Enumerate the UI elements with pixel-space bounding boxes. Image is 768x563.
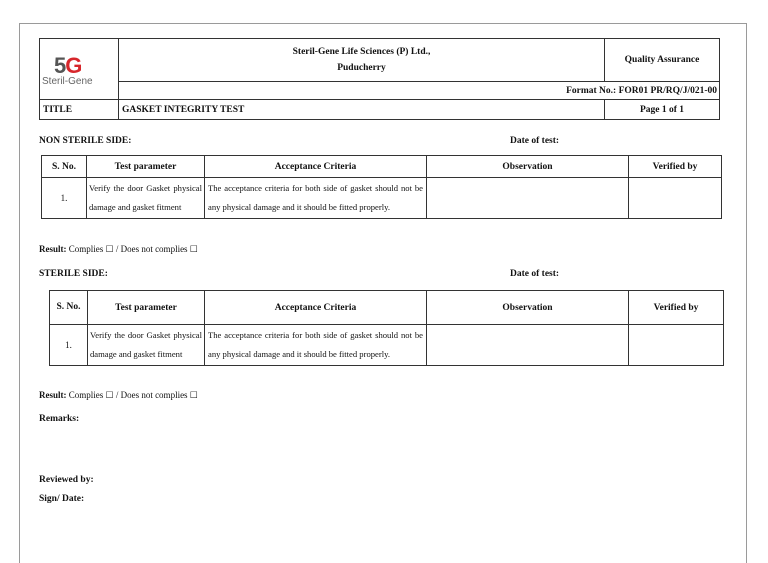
row-acceptance-criteria: The acceptance criteria for both side of gasket should not be any physical damage and it should be fitted properly.	[205, 325, 427, 366]
table-row	[50, 325, 724, 366]
result-text: Complies ☐ / Does not complies ☐	[68, 244, 198, 254]
row-test-parameter: Verify the door Gasket physical damage and gasket fitment	[87, 178, 205, 219]
row-sno: 1.	[50, 325, 88, 366]
col-observation: Observation	[427, 156, 629, 178]
title-label: TITLE	[40, 100, 119, 120]
company-name: Steril-Gene Life Sciences (P) Ltd.,	[292, 47, 431, 57]
sterile-result	[39, 390, 198, 401]
sterile-heading: STERILE SIDE:	[39, 269, 108, 279]
sign-date-label: Sign/ Date:	[39, 494, 85, 504]
table-row	[42, 178, 722, 219]
row-verified-by	[629, 325, 724, 366]
format-number: Format No.: FOR01 PR/RQ/J/021-00	[119, 82, 720, 100]
remarks-label: Remarks:	[39, 414, 80, 424]
row-verified-by	[629, 178, 722, 219]
row-acceptance-criteria: The acceptance criteria for both side of gasket should not be any physical damage and it should be fitted properly.	[205, 178, 427, 219]
non-sterile-heading: NON STERILE SIDE:	[39, 136, 132, 146]
col-test-parameter: Test parameter	[88, 291, 205, 325]
col-verified-by: Verified by	[629, 156, 722, 178]
non-sterile-date-label: Date of test:	[510, 136, 560, 146]
result-label: Result:	[39, 244, 67, 254]
logo-cell	[40, 39, 119, 100]
document-page	[19, 23, 747, 563]
company-name-cell	[119, 39, 605, 82]
row-sno: 1.	[42, 178, 87, 219]
row-observation	[427, 325, 629, 366]
company-location: Puducherry	[337, 63, 386, 73]
non-sterile-table	[41, 155, 722, 219]
col-sno: S. No.	[42, 156, 87, 178]
non-sterile-result	[39, 244, 198, 255]
row-test-parameter: Verify the door Gasket physical damage and gasket fitment	[88, 325, 205, 366]
page-info: Page 1 of 1	[605, 100, 720, 120]
col-acceptance-criteria: Acceptance Criteria	[205, 156, 427, 178]
col-acceptance-criteria: Acceptance Criteria	[205, 291, 427, 325]
col-sno: S. No.	[50, 291, 88, 325]
department-cell: Quality Assurance	[605, 39, 720, 82]
document-header	[39, 38, 720, 120]
result-text: Complies ☐ / Does not complies ☐	[68, 390, 198, 400]
logo-subtext: Steril-Gene	[42, 76, 93, 87]
row-observation	[427, 178, 629, 219]
col-observation: Observation	[427, 291, 629, 325]
company-logo: 5G Steril-Gene	[42, 53, 93, 87]
col-test-parameter: Test parameter	[87, 156, 205, 178]
col-verified-by: Verified by	[629, 291, 724, 325]
reviewed-by-label: Reviewed by:	[39, 475, 94, 485]
result-label: Result:	[39, 390, 67, 400]
sterile-table	[49, 290, 724, 366]
document-title: GASKET INTEGRITY TEST	[119, 100, 605, 120]
sterile-date-label: Date of test:	[510, 269, 560, 279]
